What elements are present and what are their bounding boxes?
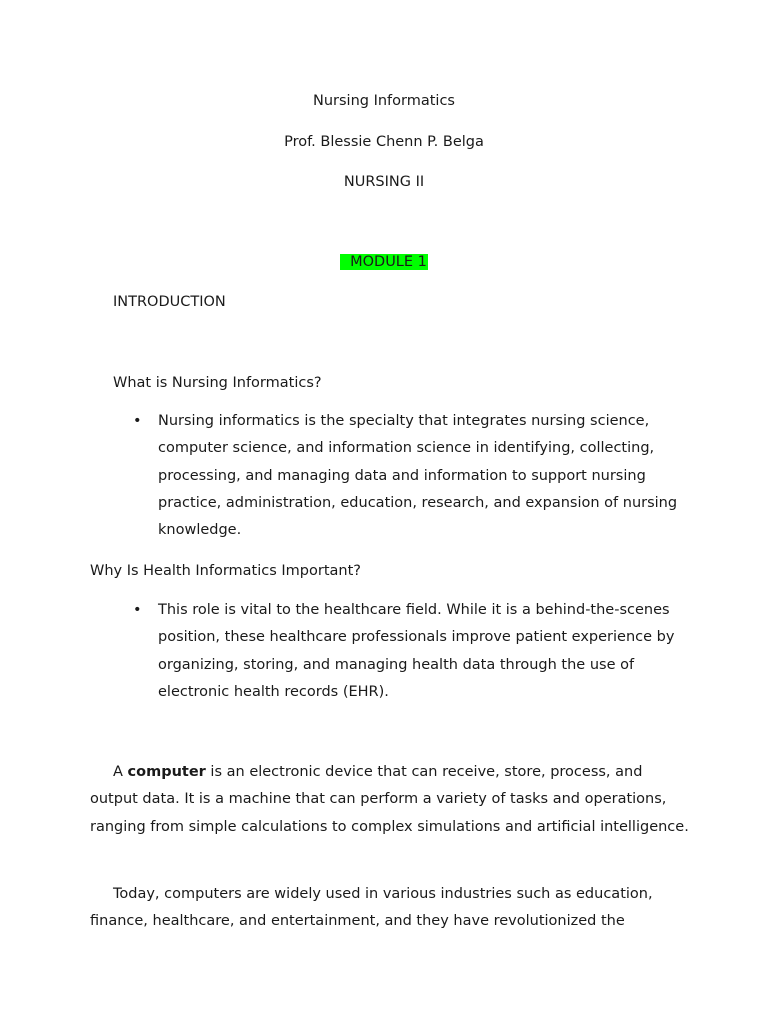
nursing-level: NURSING II xyxy=(343,174,425,190)
bold-term-computer: computer xyxy=(127,764,206,780)
course-title: Nursing Informatics xyxy=(313,93,455,109)
bullet-icon: • xyxy=(133,413,142,429)
bullet-text-importance: This role is vital to the healthcare field. While it is a behind-the-scenes position, these healthcare professionals improve patient experience by organizing, storing, and managing health data through the use of electronic health records (EHR). xyxy=(158,602,675,700)
instructor-name: Prof. Blessie Chenn P. Belga xyxy=(284,134,484,150)
paragraph-computer-definition xyxy=(90,759,690,841)
paragraph-lead: A xyxy=(113,764,128,780)
bullet-icon: • xyxy=(133,602,142,618)
module-label: MODULE 1 xyxy=(340,254,428,270)
introduction-heading: INTRODUCTION xyxy=(113,294,226,310)
question-health-informatics: Why Is Health Informatics Important? xyxy=(90,563,361,579)
module-heading xyxy=(0,252,768,272)
paragraph-rest: is an electronic device that can receive, store, process, and output data. It is a machine that can perform a variety of tasks and operations, ranging from simple calculations to complex simulations and artificial intelligence. xyxy=(90,764,689,835)
question-nursing-informatics: What is Nursing Informatics? xyxy=(113,375,322,391)
paragraph-computer-usage: Today, computers are widely used in various industries such as education, finance, healthcare, and entertainment, and they have revolutionized the xyxy=(90,886,653,930)
bullet-text-definition: Nursing informatics is the specialty that integrates nursing science, computer science, and information science in identifying, collecting, processing, and managing data and information to support nursing practice, administration, education, research, and expansion of nursing knowledge. xyxy=(158,413,678,539)
